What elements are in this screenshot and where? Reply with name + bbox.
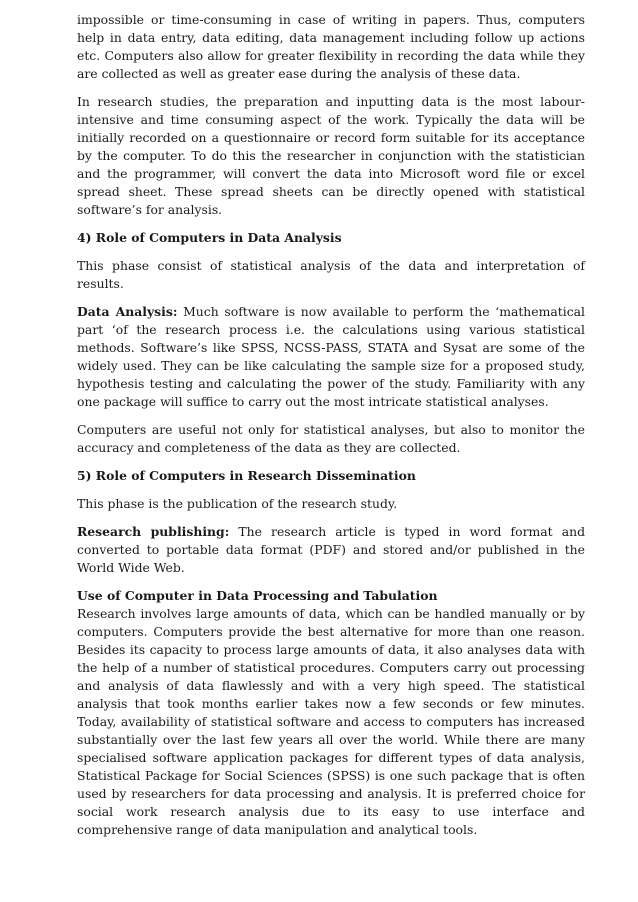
data-analysis-text: Much software is now available to perform the ‘mathematical part ‘of the research process i.e. the calculations using various statistical methods. Software’s like SPSS, NCSS-PASS, STATA and Sysat are some of the widely used. They can be like calculating the sample size for a proposed study, hypothesis testing and calculating the power of the study. Familiarity with any one package will suffice to carry out the most intricate statistical analyses. (77, 304, 585, 409)
paragraph-analysis-phase: This phase consist of statistical analysis of the data and interpretation of results. (77, 258, 585, 291)
paragraph-monitoring: Computers are useful not only for statistical analyses, but also to monitor the accuracy and completeness of the data as they are collected. (77, 422, 585, 455)
paragraph-data-analysis (77, 303, 585, 411)
paragraph-data-preparation: In research studies, the preparation and inputting data is the most labour-intensive and time consuming aspect of the work. Typically the data will be initially recorded on a questionnaire or record form suitable for its acceptance by the computer. To do this the researcher in conjunction with the statistician and the programmer, will convert the data into Microsoft word file or excel spread sheet. These spread sheets can be directly opened with statistical software’s for analysis. (77, 94, 585, 217)
paragraph-data-entry: impossible or time-consuming in case of writing in papers. Thus, computers help in data entry, data editing, data management including follow up actions etc. Computers also allow for greater flexibility in recording the data while they are collected as well as greater ease during the analysis of these data. (77, 12, 585, 81)
paragraph-publication-phase: This phase is the publication of the research study. (77, 496, 398, 511)
research-publishing-text: The research article is typed in word format and converted to portable data format (PDF) and stored and/or published in the World Wide Web. (77, 524, 585, 575)
section-heading-data-processing: Use of Computer in Data Processing and Tabulation (77, 588, 438, 603)
document-page (77, 11, 585, 849)
section-heading-dissemination: 5) Role of Computers in Research Dissemination (77, 468, 416, 483)
paragraph-research-publishing (77, 523, 585, 577)
research-publishing-label: Research publishing: (77, 524, 230, 539)
data-analysis-label: Data Analysis: (77, 304, 178, 319)
paragraph-data-processing: Research involves large amounts of data, which can be handled manually or by computers. Computers provide the best alternative for more than one reason. Besides its capacity to process large amounts of data, it also analyses data with the help of a number of statistical procedures. Computers carry out processing and analysis of data flawlessly and with a very high speed. The statistical analysis that took months earlier takes now a few seconds or few minutes. Today, availability of statistical software and access to computers has increased substantially over the last few years all over the world. While there are many specialised software application packages for different types of data analysis, Statistical Package for Social Sciences (SPSS) is one such package that is often used by researchers for data processing and analysis. It is preferred choice for social work research analysis due to its easy to use interface and comprehensive range of data manipulation and analytical tools. (77, 606, 585, 837)
section-heading-data-analysis: 4) Role of Computers in Data Analysis (77, 230, 342, 245)
